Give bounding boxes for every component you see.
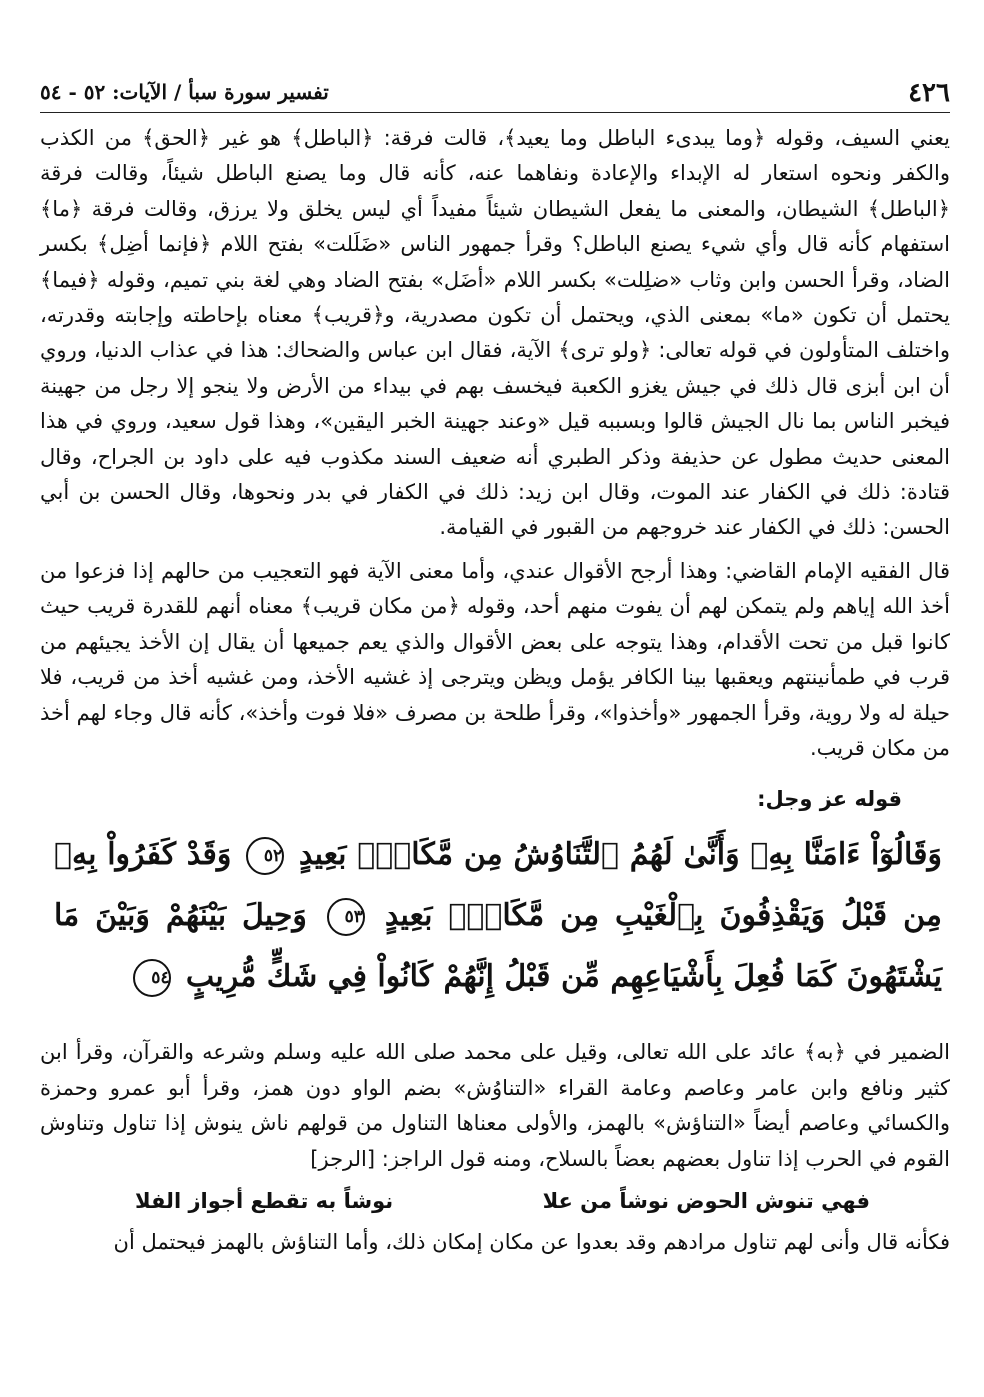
body-paragraph-1: يعني السيف، وقوله ﴿وما يبدىء الباطل وما يعيد﴾، قالت فرقة: ﴿الباطل﴾ هو غير ﴿الحق﴾ من الكذب والكفر ونحوه استعار له الإبداء والإعادة ونفاهما عنه، كأنه قال وما يصنع الباطل شيئاً، وقالت فرقة ﴿الباطل﴾ الشيطان، والمعنى ما يفعل الشيطان شيئاً مفيداً أي ليس يخلق ولا يرزق، وقالت فرقة ﴿ما﴾ استفهام كأنه قال وأي شيء يصنع الباطل؟ وقرأ جمهور الناس «ضَلَلت» بفتح اللام ﴿فإنما أضِل﴾ بكسر الضاد، وقرأ الحسن وابن وثاب «ضلِلت» بكسر اللام «أضَل» بفتح الضاد وهي لغة بني تميم، وقوله ﴿فيما﴾ يحتمل أن تكون «ما» بمعنى الذي، ويحتمل أن تكون مصدرية، و﴿قريب﴾ معناه بإحاطته وإجابته وقدرته، واختلف المتأولون في قوله تعالى: ﴿ولو ترى﴾ الآية، فقال ابن عباس والضحاك: هذا في عذاب الدنيا، وروي أن ابن أبزى قال ذلك في جيش يغزو الكعبة فيخسف بهم في بيداء من الأرض ولا ينجو إلا رجل من جهينة فيخبر الناس بما نال الجيش قالوا وبسببه قيل «وعند جهينة الخبر اليقين»، وهذا قول سعيد، وروي في هذا المعنى حديث مطول عن حذيفة وذكر الطبري أنه ضعيف السند مكذوب فيه على داود بن الجراح، وقال قتادة: ذلك في الكفار عند الموت، وقال ابن زيد: ذلك في الكفار في بدر ونحوها، وقال الحسن بن أبي الحسن: ذلك في الكفار عند خروجهم من القبور في القيامة. — [40, 126, 950, 540]
page-number: ٤٢٦ — [908, 78, 950, 108]
quran-verse-54-text: وَحِيلَ بَيْنَهُمْ وَبَيْنَ مَا يَشْتَهُونَ كَمَا فُعِلَ بِأَشْيَاعِهِم مِّن قَبْلُ إِنَّهُمْ كَانُواْ فِي شَكٍّ مُّرِيبٍ — [54, 898, 942, 995]
ayah-number-mark: ٥٤ — [133, 959, 171, 997]
quran-verse-53-text: وَقَدْ كَفَرُواْ بِهِۦ مِن قَبْلُ وَيَقْذِفُونَ بِٱلْغَيْبِ مِن مَّكَانِۭ بَعِيدٍ — [54, 837, 943, 934]
quran-verses — [54, 824, 942, 1007]
final-paragraph: فكأنه قال وأنى لهم تناول مرادهم وقد بعدوا عن مكان إمكان ذلك، وأما التناؤش بالهمز فيحتمل أن — [113, 1229, 950, 1254]
section-spacer — [40, 1007, 950, 1035]
ayah-number-mark: ٥٣ — [327, 898, 365, 936]
body-paragraph-2: قال الفقيه الإمام القاضي: وهذا أرجح الأقوال عندي، وأما معنى الآية فهو التعجيب من حالهم إذا فزعوا من أخذ الله إياهم ولم يتمكن لهم أن يفوت منهم أحد، وقوله ﴿من مكان قريب﴾ معناه أنهم للقدرة قريب حيث كانوا قبل من تحت الأقدام، وهذا يتوجه على بعض الأقوال والذي يعم جميعها أن يقال إن الأخذ يجيئهم من قرب في طمأنينتهم ويعقبها بينا الكافر يؤمل ويظن ويترجى إذ غشيه الأخذ، ومن غشيه أخذ من قريب، فلا حيلة له ولا روية، وقرأ الجمهور «وأخذوا»، وقرأ طلحة بن مصرف «فلا فوت وأخذ»، كأنه قال وجاء لهم أخذ من مكان قريب. — [40, 558, 950, 760]
verse-intro: قوله عز وجل: — [757, 787, 902, 812]
quran-verse-52-text: وَقَالُوٓاْ ءَامَنَّا بِهِۦ وَأَنَّىٰ لَهُمُ ٱلتَّنَاوُشُ مِن مَّكَانِۭ بَعِيدٍ — [298, 837, 942, 873]
ayah-number-mark: ٥٢ — [246, 837, 284, 875]
running-title: تفسير سورة سبأ / الآيات: ٥٢ - ٥٤ — [40, 80, 329, 104]
poem-hemistich-first: فهي تنوش الحوض نوشاً من علا — [542, 1188, 870, 1213]
commentary-paragraph: الضمير في ﴿به﴾ عائد على الله تعالى، وقيل على محمد صلى الله عليه وسلم وشرعه والقرآن، وقرأ ابن كثير ونافع وابن عامر وعاصم وعامة القراء «التناوُش» بضم الواو دون همز، وقرأ أبو عمرو وحمزة والكسائي وعاصم أيضاً «التناؤش» بالهمز، والأولى معناها التناول من قولهم ناش ينوش إذا تناول وتناوش القوم في الحرب إذا تناول بعضهم بعضاً بالسلاح، ومنه قول الراجز: [الرجز] — [40, 1040, 950, 1171]
poem-hemistich-second: نوشاً به تقطع أجواز الفلا — [135, 1188, 394, 1213]
page-header — [40, 78, 950, 113]
poem-verse — [135, 1183, 870, 1219]
book-page — [40, 78, 950, 1260]
